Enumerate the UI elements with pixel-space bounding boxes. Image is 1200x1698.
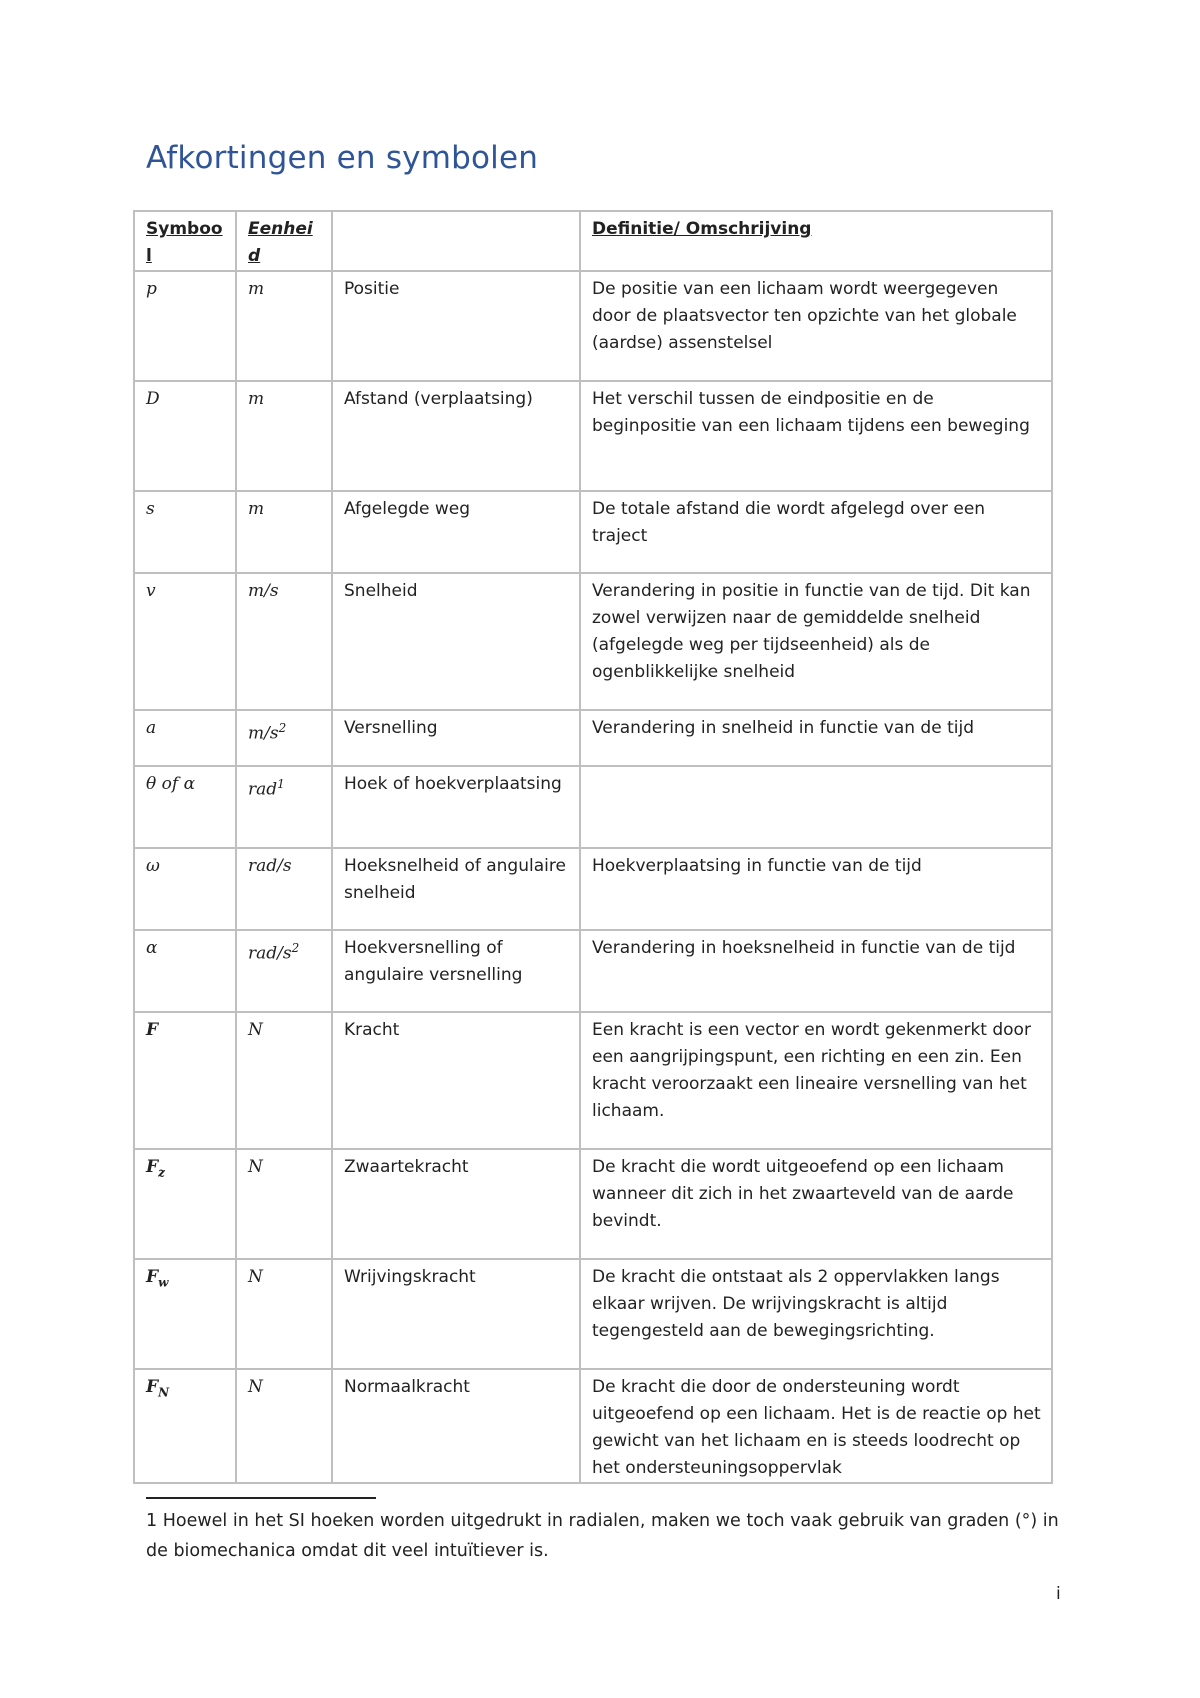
cell-definition: Verandering in positie in functie van de tijd. Dit kan zowel verwijzen naar de gemiddelde snelheid (afgelegde weg per tijdseenheid) als de ogenblikkelijke snelheid	[580, 573, 1052, 710]
cell-definition: De kracht die door de ondersteuning wordt uitgeoefend op een lichaam. Het is de reactie op het gewicht van het lichaam en is steeds loodrecht op het ondersteuningsoppervlak	[580, 1369, 1052, 1483]
symbol-text: D	[146, 389, 160, 409]
table-row	[134, 271, 1052, 381]
table-header-row	[134, 211, 1052, 271]
cell-unit	[236, 271, 332, 381]
header-unit	[236, 211, 332, 271]
cell-definition: De positie van een lichaam wordt weergegeven door de plaatsvector ten opzichte van het globale (aardse) assenstelsel	[580, 271, 1052, 381]
cell-unit	[236, 848, 332, 930]
cell-symbol	[134, 848, 236, 930]
symbol-text: ω	[146, 856, 160, 876]
header-definition	[580, 211, 1052, 271]
cell-quantity: Versnelling	[332, 710, 580, 766]
header-symbol-label: Symboo l	[146, 219, 223, 266]
unit-superscript: 2	[291, 941, 300, 955]
cell-quantity: Wrijvingskracht	[332, 1259, 580, 1369]
cell-definition: Een kracht is een vector en wordt gekenmerkt door een aangrijpingspunt, een richting en een zin. Een kracht veroorzaakt een lineaire versnelling van het lichaam.	[580, 1012, 1052, 1149]
cell-unit	[236, 710, 332, 766]
cell-definition: Verandering in snelheid in functie van de tijd	[580, 710, 1052, 766]
cell-unit	[236, 1149, 332, 1259]
unit-text: N	[248, 1377, 263, 1397]
cell-definition: De totale afstand die wordt afgelegd over een traject	[580, 491, 1052, 573]
cell-quantity: Positie	[332, 271, 580, 381]
symbol-text: F	[146, 1157, 159, 1177]
cell-definition: Hoekverplaatsing in functie van de tijd	[580, 848, 1052, 930]
unit-text: rad	[248, 779, 278, 800]
unit-superscript: 2	[278, 721, 287, 735]
table-row	[134, 848, 1052, 930]
cell-quantity: Snelheid	[332, 573, 580, 710]
symbols-table	[133, 210, 1053, 1484]
cell-unit	[236, 1012, 332, 1149]
symbol-text: α	[146, 938, 158, 958]
unit-text: m	[248, 499, 265, 519]
cell-symbol	[134, 710, 236, 766]
unit-text: m/s	[248, 581, 279, 601]
table-row	[134, 766, 1052, 848]
cell-unit	[236, 573, 332, 710]
symbol-text: F	[146, 1020, 159, 1040]
cell-symbol	[134, 1369, 236, 1483]
unit-text: N	[248, 1020, 263, 1040]
cell-unit	[236, 1369, 332, 1483]
cell-symbol	[134, 1259, 236, 1369]
cell-unit	[236, 1259, 332, 1369]
cell-unit	[236, 766, 332, 848]
symbol-subscript: N	[158, 1385, 170, 1400]
table-row	[134, 1149, 1052, 1259]
cell-quantity: Hoekversnelling of angulaire versnelling	[332, 930, 580, 1012]
cell-symbol	[134, 1149, 236, 1259]
cell-unit	[236, 930, 332, 1012]
cell-quantity: Hoeksnelheid of angulaire snelheid	[332, 848, 580, 930]
table-row	[134, 1012, 1052, 1149]
cell-symbol	[134, 766, 236, 848]
unit-text: rad/s	[248, 943, 292, 964]
cell-symbol	[134, 1012, 236, 1149]
header-quantity	[332, 211, 580, 271]
table-row	[134, 381, 1052, 491]
cell-definition	[580, 766, 1052, 848]
unit-superscript: 1	[277, 777, 285, 791]
symbol-text: θ of α	[146, 774, 196, 794]
footnote-separator	[146, 1497, 376, 1499]
table-row	[134, 710, 1052, 766]
cell-unit	[236, 491, 332, 573]
page-number: i	[1056, 1584, 1061, 1604]
table-row	[134, 573, 1052, 710]
symbol-text: s	[146, 499, 155, 519]
unit-text: rad/s	[248, 856, 292, 876]
header-symbol	[134, 211, 236, 271]
cell-definition: Verandering in hoeksnelheid in functie van de tijd	[580, 930, 1052, 1012]
cell-symbol	[134, 381, 236, 491]
unit-text: m	[248, 279, 265, 299]
cell-quantity: Kracht	[332, 1012, 580, 1149]
unit-text: N	[248, 1267, 263, 1287]
header-unit-label: Eenhei d	[248, 219, 313, 266]
cell-quantity: Hoek of hoekverplaatsing	[332, 766, 580, 848]
symbol-text: a	[146, 718, 157, 738]
symbol-subscript: z	[158, 1165, 165, 1180]
unit-text: N	[248, 1157, 263, 1177]
cell-quantity: Afstand (verplaatsing)	[332, 381, 580, 491]
unit-text: m/s	[248, 723, 279, 744]
cell-unit	[236, 381, 332, 491]
symbol-text: v	[146, 581, 156, 601]
footnote: 1 Hoewel in het SI hoeken worden uitgedrukt in radialen, maken we toch vaak gebruik van graden (°) in de biomechanica omdat dit veel intuïtiever is.	[146, 1511, 1059, 1561]
cell-quantity: Normaalkracht	[332, 1369, 580, 1483]
symbol-text: F	[146, 1377, 159, 1397]
cell-symbol	[134, 573, 236, 710]
table-row	[134, 1259, 1052, 1369]
cell-symbol	[134, 271, 236, 381]
cell-definition: Het verschil tussen de eindpositie en de beginpositie van een lichaam tijdens een beweging	[580, 381, 1052, 491]
cell-quantity: Afgelegde weg	[332, 491, 580, 573]
symbol-text: p	[146, 279, 157, 299]
page-title: Afkortingen en symbolen	[146, 140, 539, 176]
cell-symbol	[134, 930, 236, 1012]
cell-definition: De kracht die ontstaat als 2 oppervlakken langs elkaar wrijven. De wrijvingskracht is altijd tegengesteld aan de bewegingsrichting.	[580, 1259, 1052, 1369]
header-definition-label: Definitie/ Omschrijving	[592, 219, 812, 239]
cell-quantity: Zwaartekracht	[332, 1149, 580, 1259]
symbol-subscript: w	[158, 1275, 169, 1290]
table-row	[134, 1369, 1052, 1483]
symbol-text: F	[146, 1267, 159, 1287]
cell-definition: De kracht die wordt uitgeoefend op een lichaam wanneer dit zich in het zwaarteveld van de aarde bevindt.	[580, 1149, 1052, 1259]
unit-text: m	[248, 389, 265, 409]
table-row	[134, 930, 1052, 1012]
cell-symbol	[134, 491, 236, 573]
table-row	[134, 491, 1052, 573]
